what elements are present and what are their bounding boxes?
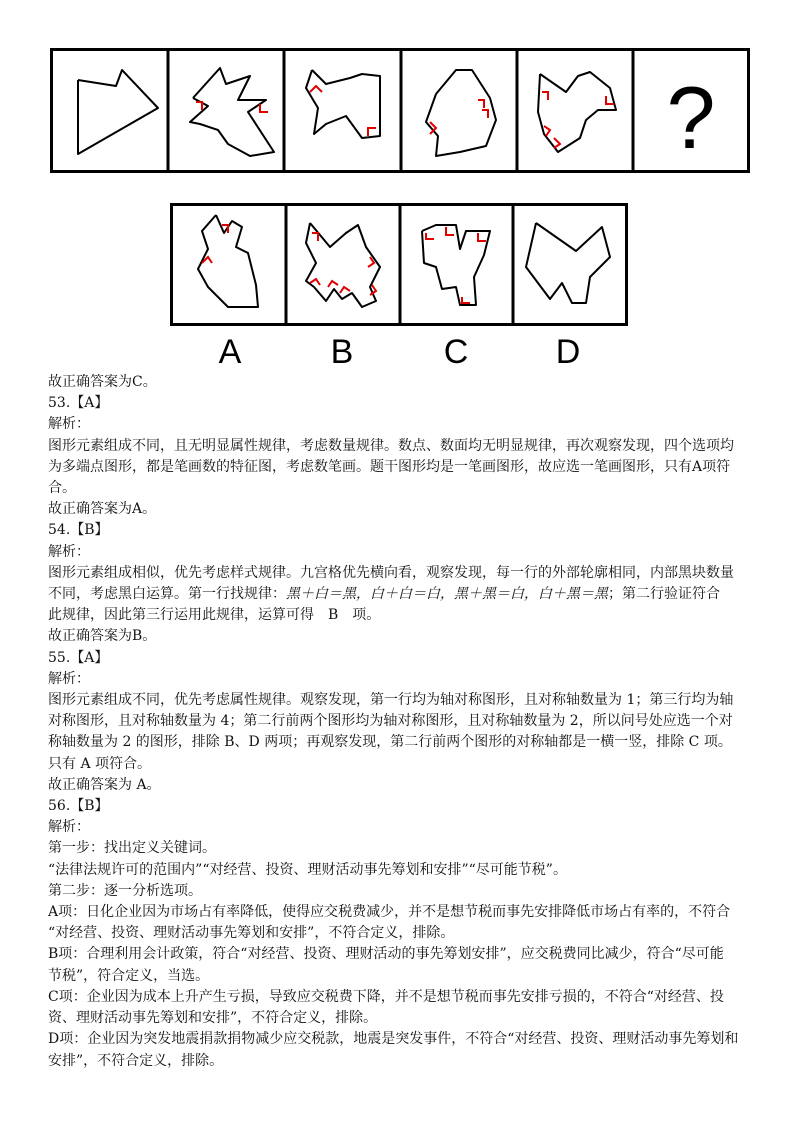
- answer-explanations: [48, 372, 760, 1072]
- text-line: “法律法规许可的范围内”“对经营、投资、理财活动事先筹划和安排”“尽可能节税”。: [48, 861, 567, 878]
- text-line: 第一步：找出定义关键词。: [48, 840, 216, 857]
- question-number: 55.【A】: [48, 649, 109, 666]
- right-angle-mark: [478, 100, 484, 108]
- figure-1-shape: [78, 70, 158, 154]
- text-line: 故正确答案为 A。: [48, 776, 161, 793]
- text-line: 图形元素组成不同，且无明显属性规律，考虑数量规律。数点、数面均无明显规律，再次观察发现，四个选项均: [48, 437, 734, 454]
- text-line: B项：合理利用会计政策，符合“对经营、投资、理财活动的事先筹划安排”，应交税费同比减少，符合“尽可能: [48, 946, 724, 963]
- text-line: 图形元素组成不同，优先考虑属性规律。观察发现，第一行均为轴对称图形，且对称轴数量为 1；第三行均为轴: [48, 692, 734, 709]
- figure-4-shape: [426, 70, 496, 156]
- right-angle-mark: [426, 233, 434, 239]
- right-angle-mark: [462, 297, 470, 303]
- text-line: 故正确答案为C。: [48, 374, 157, 390]
- question-number: 56.【B】: [48, 798, 109, 815]
- text-line: 对称图形，且对称轴数量为 4；第二行前两个图形均为轴对称图形，且对称轴数量为 2，所以问号处应选一个对: [48, 713, 733, 730]
- text-line: 图形元素组成相似，优先考虑样式规律。九宫格优先横向看，观察发现，每一行的外部轮廓相同，内部黑块数量: [48, 564, 734, 581]
- right-angle-mark: [340, 287, 350, 293]
- text-line: C项：企业因为成本上升产生亏损，导致应交税费下降，并不是想节税而事先安排亏损的，不符合“对经营、投: [48, 988, 724, 1005]
- text-line: 安排”，不符合定义，排除。: [48, 1052, 224, 1069]
- option-c-shape: [422, 225, 490, 305]
- right-angle-mark: [542, 92, 548, 100]
- text-line: 故正确答案为B。: [48, 628, 157, 645]
- option-label-d: D: [555, 333, 581, 371]
- right-angle-mark: [554, 138, 560, 148]
- right-angle-mark: [328, 281, 338, 287]
- math-expression: 黑＋白＝黑，白＋白＝白，黑＋黑＝白，白＋黑＝黑: [286, 586, 608, 603]
- option-d-shape: [526, 223, 610, 303]
- text-line: 称轴数量为 2 的图形，排除 B、D 两项；再观察发现，第二行前两个图形的对称轴都是一横一竖，排除 C 项。: [48, 734, 732, 751]
- text-line: 为多端点图形，都是笔画数的特征图，考虑数笔画。题干图形均是一笔画图形，故应选一笔画图形，只有A项符: [48, 458, 731, 475]
- analysis-heading: 解析：: [48, 416, 90, 433]
- option-label-b: B: [330, 333, 354, 371]
- text-line: 合。: [48, 480, 76, 497]
- right-angle-mark: [260, 104, 268, 112]
- question-figure-row: [50, 48, 750, 173]
- text-line: 资、理财活动事先筹划和安排”，不符合定义，排除。: [48, 1010, 378, 1027]
- analysis-heading: 解析：: [48, 819, 90, 836]
- right-angle-mark: [196, 102, 202, 110]
- analysis-heading: 解析：: [48, 543, 90, 560]
- question-number: 54.【B】: [48, 522, 109, 539]
- text-line: 节税”，符合定义，当选。: [48, 967, 210, 984]
- text-line: “对经营、投资、理财活动事先筹划和安排”，不符合定义，排除。: [48, 925, 455, 942]
- right-angle-mark: [478, 233, 486, 241]
- option-label-c: C: [443, 333, 469, 371]
- text-line: 故正确答案为A。: [48, 501, 157, 518]
- text-line: 此规律，因此第三行运用此规律，运算可得 B 项。: [48, 607, 381, 624]
- text-line: D项：企业因为突发地震捐款捐物减少应交税款，地震是突发事件，不符合“对经营、投资、理财活动事先筹划和: [48, 1031, 739, 1048]
- right-angle-mark: [482, 110, 488, 118]
- question-number: 53.【A】: [48, 395, 109, 412]
- text-line: 只有 A 项符合。: [48, 755, 152, 772]
- right-angle-mark: [310, 86, 322, 92]
- question-mark: ?: [666, 68, 716, 167]
- analysis-heading: 解析：: [48, 670, 90, 687]
- right-angle-mark: [368, 128, 376, 136]
- option-figure-row: [170, 203, 630, 328]
- text-line: 第二步：逐一分析选项。: [48, 882, 202, 899]
- figure-5-shape: [538, 72, 616, 152]
- text-line: 不同，考虑黑白运算。第一行找规律：黑＋白＝黑，白＋白＝白，黑＋黑＝白，白＋黑＝黑；第二行验证符合: [48, 586, 720, 603]
- text-line: A项：日化企业因为市场占有率降低，使得应交税费减少，并不是想节税而事先安排降低市场占有率的，不符合: [48, 904, 731, 921]
- option-label-a: A: [218, 333, 242, 371]
- right-angle-mark: [446, 227, 454, 235]
- right-angle-mark: [312, 233, 318, 241]
